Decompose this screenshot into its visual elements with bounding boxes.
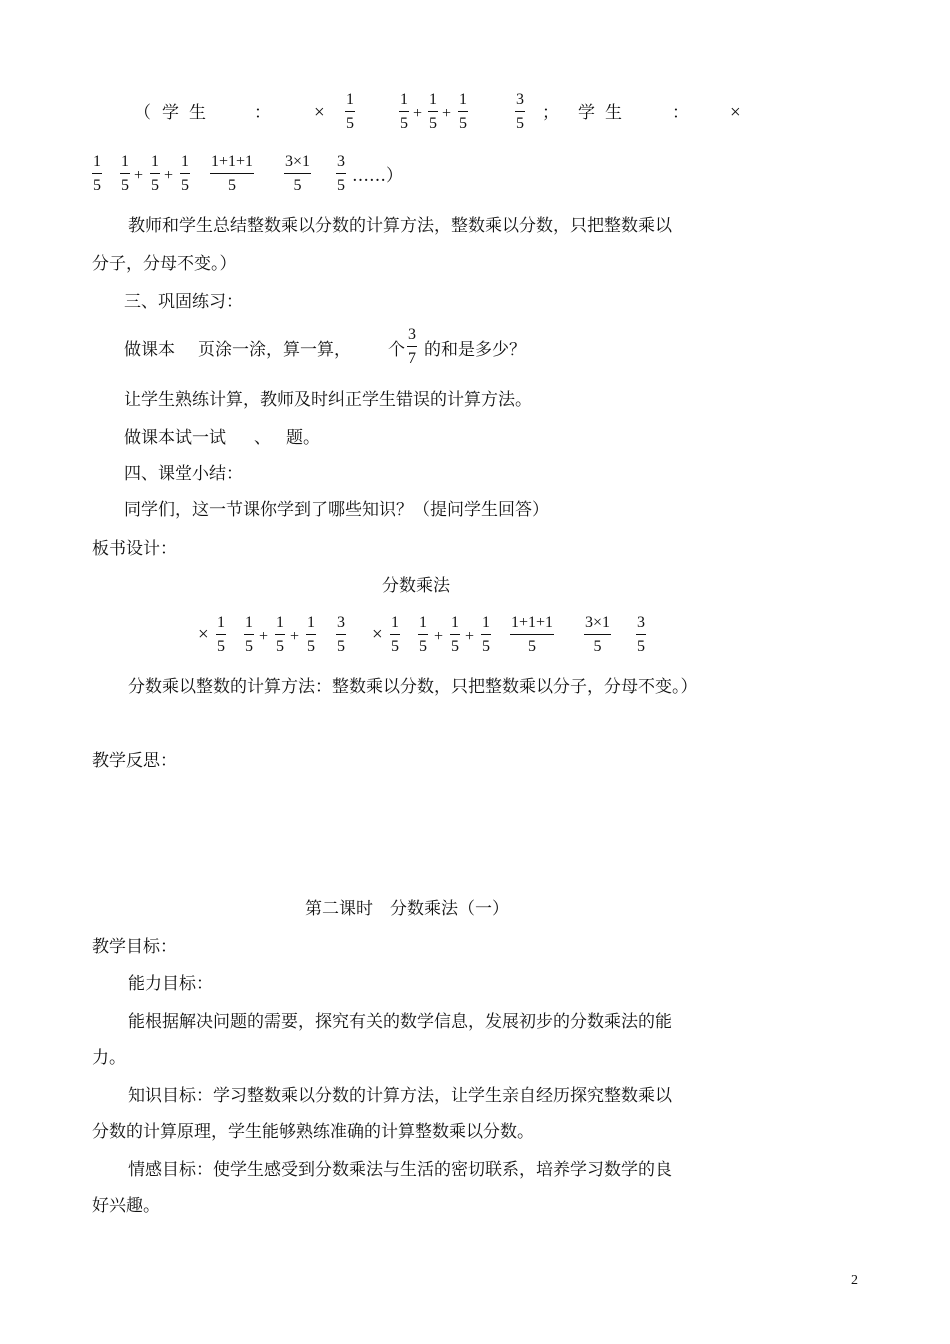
plus-sign: +	[434, 628, 444, 645]
fraction: 1 5	[93, 153, 101, 194]
fraction: 1 5	[181, 153, 189, 194]
plus-sign: +	[290, 628, 300, 645]
practice-text: 做课本	[124, 340, 175, 360]
objectives-label: 教学目标：	[92, 937, 177, 957]
ability-text-line-1: 能根据解决问题的需要，探究有关的数学信息，发展初步的分数乘法的能	[128, 1012, 672, 1032]
emotion-text-line-1: 情感目标：使学生感受到分数乘法与生活的密切联系，培养学习数学的良	[128, 1160, 672, 1180]
fraction: 1 5	[121, 153, 129, 194]
student-label: 学生	[162, 103, 216, 123]
fraction: 1 5	[419, 614, 427, 655]
practice-text: 页涂一涂，算一算，	[198, 340, 351, 360]
question-line: 同学们，这一节课你学到了哪些知识？（提问学生回答）	[124, 500, 549, 520]
summary-line-2: 分子，分母不变。）	[92, 254, 237, 274]
emotion-text-line-2: 好兴趣。	[92, 1196, 160, 1216]
plus-sign: +	[259, 628, 269, 645]
plus-sign: +	[134, 167, 144, 184]
times-sign: ×	[198, 624, 209, 645]
fraction: 1 5	[429, 91, 437, 132]
plus-sign: +	[465, 628, 475, 645]
ability-label: 能力目标：	[128, 974, 213, 994]
reflection-label: 教学反思：	[92, 751, 177, 771]
fraction: 3 5	[337, 614, 345, 655]
board-design-label: 板书设计：	[92, 539, 177, 559]
student-label: 学生	[578, 103, 632, 123]
fraction: 3 7	[408, 326, 416, 367]
lesson-title: 第二课时 分数乘法（一）	[305, 899, 509, 919]
summary-line-1: 教师和学生总结整数乘以分数的计算方法，整数乘以分数，只把整数乘以	[128, 216, 672, 236]
times-sign: ×	[730, 102, 741, 123]
fraction: 1 5	[245, 614, 253, 655]
colon: ：	[672, 103, 689, 123]
fraction: 3×1 5	[285, 153, 311, 194]
colon: ：	[254, 103, 271, 123]
board-title: 分数乘法	[382, 576, 450, 596]
ellipsis: ……）	[352, 166, 403, 186]
section-heading-practice: 三、巩固练习：	[124, 292, 243, 312]
knowledge-text-line-1: 知识目标：学习整数乘以分数的计算方法，让学生亲自经历探究整数乘以	[128, 1086, 672, 1106]
fraction: 1+1+1 5	[211, 153, 254, 194]
fraction: 1 5	[400, 91, 408, 132]
fraction: 1 5	[451, 614, 459, 655]
plus-sign: +	[164, 167, 174, 184]
fraction: 1 5	[391, 614, 399, 655]
knowledge-text-line-2: 分数的计算原理，学生能够熟练准确的计算整数乘以分数。	[92, 1122, 534, 1142]
practice-text: 个	[388, 340, 405, 360]
semicolon: ；	[542, 103, 559, 123]
fraction: 1 5	[459, 91, 467, 132]
try-text: 做课本试一试	[124, 428, 226, 448]
try-text: 题。	[286, 428, 320, 448]
fraction: 1 5	[151, 153, 159, 194]
times-sign: ×	[314, 102, 325, 123]
page-number: 2	[851, 1273, 858, 1288]
plus-sign: +	[442, 105, 452, 122]
fraction: 1 5	[307, 614, 315, 655]
fraction: 3 5	[516, 91, 524, 132]
fraction: 1 5	[217, 614, 225, 655]
fraction: 1 5	[276, 614, 284, 655]
fraction: 1 5	[346, 91, 354, 132]
fraction: 3 5	[337, 153, 345, 194]
section-heading-summary: 四、课堂小结：	[124, 464, 243, 484]
board-summary: 分数乘以整数的计算方法：整数乘以分数，只把整数乘以分子，分母不变。）	[128, 677, 698, 697]
fraction: 1+1+1 5	[511, 614, 554, 655]
correction-line: 让学生熟练计算，教师及时纠正学生错误的计算方法。	[124, 390, 532, 410]
times-sign: ×	[372, 624, 383, 645]
try-text: 、	[254, 428, 271, 448]
fraction: 3×1 5	[585, 614, 611, 655]
open-paren: （	[134, 103, 151, 123]
fraction: 3 5	[637, 614, 645, 655]
ability-text-line-2: 力。	[92, 1048, 126, 1068]
practice-text: 的和是多少？	[424, 340, 526, 360]
fraction: 1 5	[482, 614, 490, 655]
plus-sign: +	[413, 105, 423, 122]
